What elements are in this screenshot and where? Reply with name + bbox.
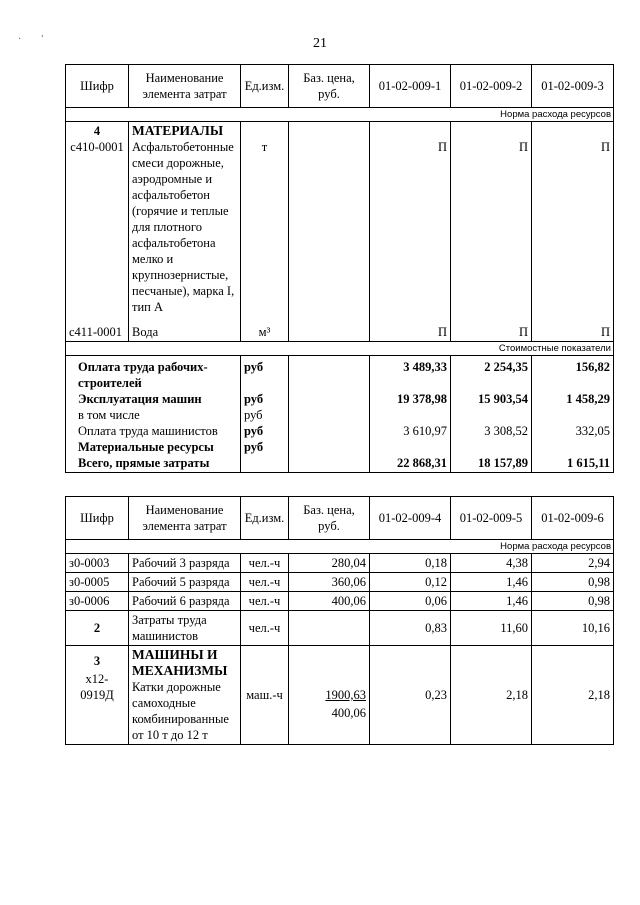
table1-bottom-edge [66,473,614,474]
cost-name: Эксплуатация машин [78,392,202,406]
cost-value: 18 157,89 [478,456,528,470]
cost-names [66,356,241,473]
cost-label-row [66,342,614,356]
cost-unit: руб [244,360,264,374]
material-code: с411-0001 [66,316,129,342]
worker-unit: чел.-ч [241,592,289,611]
machine-value: 2,18 [588,688,610,702]
materials-cell-unit [241,122,289,317]
cost-value: 3 610,97 [403,424,447,438]
worker-value: 0,98 [532,592,614,611]
material-name: Асфальтобетонные смеси дорожные, аэродромные и асфальтобетон (горячие и теплые для плотного асфальтобетона мелко и крупнозернистые, песчаные), марка I, тип А [132,140,235,314]
operators-name: Затраты труда машинистов [129,611,241,646]
materials-cell-name [129,122,241,317]
header-price: Баз. цена, руб. [289,65,370,108]
section-title: МАТЕРИАЛЫ [132,123,224,138]
operators-value: 11,60 [451,611,532,646]
cost-value: 15 903,54 [478,392,528,406]
cost-value: 1 458,29 [566,392,610,406]
machines-cell-v2 [451,646,532,745]
norm-label: Норма расхода ресурсов [66,108,614,122]
worker-value: 0,98 [532,573,614,592]
header-unit: Ед.изм. [241,497,289,540]
header-col-5: 01-02-009-5 [451,497,532,540]
material-unit: м³ [241,316,289,342]
header-col-3: 01-02-009-3 [532,65,614,108]
header-unit: Ед.изм. [241,65,289,108]
header-col-4: 01-02-009-4 [370,497,451,540]
worker-value: 0,18 [370,554,451,573]
header-price: Баз. цена, руб. [289,497,370,540]
worker-price: 280,04 [289,554,370,573]
operators-value: 0,83 [370,611,451,646]
material-value: П [518,140,528,154]
cost-value: 3 489,33 [403,360,447,374]
material-value: П [532,316,614,342]
cost-values-col-2 [451,356,532,473]
header-name: Наименование элемента затрат [129,65,241,108]
machine-code: х12-0919Д [80,672,114,702]
machines-cell-v1 [370,646,451,745]
materials-cell-v2 [451,122,532,317]
cost-price [289,356,370,473]
materials-cell-price [289,122,370,317]
cost-name: Оплата труда машинистов [78,424,218,438]
norm-label: Норма расхода ресурсов [66,540,614,554]
machine-value: 2,18 [506,688,528,702]
cost-value: 332,05 [575,424,610,438]
worker-price: 400,06 [289,592,370,611]
worker-value: 1,46 [451,573,532,592]
materials-cell-v1 [370,122,451,317]
machines-cell-code [66,646,129,745]
worker-value: 1,46 [451,592,532,611]
machines-cell-v3 [532,646,614,745]
table1-header-row [66,65,614,108]
material-price [289,316,370,342]
machines-cell-name [129,646,241,745]
operators-unit: чел.-ч [241,611,289,646]
worker-code: з0-0003 [66,554,129,573]
machines-cell-unit [241,646,289,745]
worker-unit: чел.-ч [241,554,289,573]
material-value: П [370,316,451,342]
machine-price-top: 1900,63 [325,688,366,702]
worker-value: 0,12 [370,573,451,592]
cost-value: 2 254,35 [484,360,528,374]
materials-cell-code [66,122,129,317]
cost-values-col-3 [532,356,614,473]
worker-row [66,573,614,592]
section-title: МАШИНЫ И МЕХАНИЗМЫ [132,647,228,678]
page-number: 21 [313,36,327,51]
operators-price [289,611,370,646]
worker-code: з0-0005 [66,573,129,592]
materials-cell-v3 [532,122,614,317]
cost-unit: руб [244,392,264,406]
machine-name: Катки дорожные самоходные комбинированные от 10 т до 12 т [132,680,229,742]
cost-unit: руб [244,424,264,438]
material-value: П [437,140,447,154]
norm-label-row [66,540,614,554]
cost-value: 3 308,52 [484,424,528,438]
worker-code: з0-0006 [66,592,129,611]
material-value: П [600,140,610,154]
cost-name: в том числе [78,408,140,422]
header-name: Наименование элемента затрат [129,497,241,540]
cost-value: 19 378,98 [397,392,447,406]
cost-name: Оплата труда рабочих-строителей [78,360,208,390]
worker-name: Рабочий 6 разряда [129,592,241,611]
cost-value: 1 615,11 [566,456,610,470]
cost-units [241,356,289,473]
resource-table-2 [65,496,614,745]
worker-value: 4,38 [451,554,532,573]
worker-row [66,592,614,611]
machine-price-bottom: 400,06 [331,706,366,720]
header-code: Шифр [66,497,129,540]
header-col-2: 01-02-009-2 [451,65,532,108]
worker-name: Рабочий 3 разряда [129,554,241,573]
cost-values-col-1 [370,356,451,473]
worker-unit: чел.-ч [241,573,289,592]
header-col-6: 01-02-009-6 [532,497,614,540]
cost-name: Всего, прямые затраты [78,456,210,470]
materials-row-2 [66,316,614,342]
cost-unit: руб [244,440,264,454]
cost-unit: руб [244,408,263,422]
material-code: с410-0001 [70,140,124,154]
norm-label-row [66,108,614,122]
section-code: 3 [93,654,101,668]
materials-row-1 [66,122,614,317]
cost-label: Стоимостные показатели [66,342,614,356]
operators-row [66,611,614,646]
section-code: 4 [93,124,101,138]
material-unit: т [261,140,268,154]
worker-value: 0,06 [370,592,451,611]
cost-name: Материальные ресурсы [78,440,214,454]
machines-row [66,646,614,745]
worker-row [66,554,614,573]
machine-value: 0,23 [425,688,447,702]
scan-specks: · ' [18,34,44,45]
material-value: П [451,316,532,342]
worker-value: 2,94 [532,554,614,573]
worker-name: Рабочий 5 разряда [129,573,241,592]
table2-header-row [66,497,614,540]
resource-table-1 [65,64,614,473]
machines-cell-price [289,646,370,745]
cost-rows [66,356,614,473]
operators-value: 10,16 [532,611,614,646]
operators-code: 2 [66,611,129,646]
cost-value: 156,82 [575,360,610,374]
worker-price: 360,06 [289,573,370,592]
cost-value: 22 868,31 [397,456,447,470]
machine-unit: маш.-ч [246,688,283,702]
header-col-1: 01-02-009-1 [370,65,451,108]
header-code: Шифр [66,65,129,108]
material-name: Вода [129,316,241,342]
